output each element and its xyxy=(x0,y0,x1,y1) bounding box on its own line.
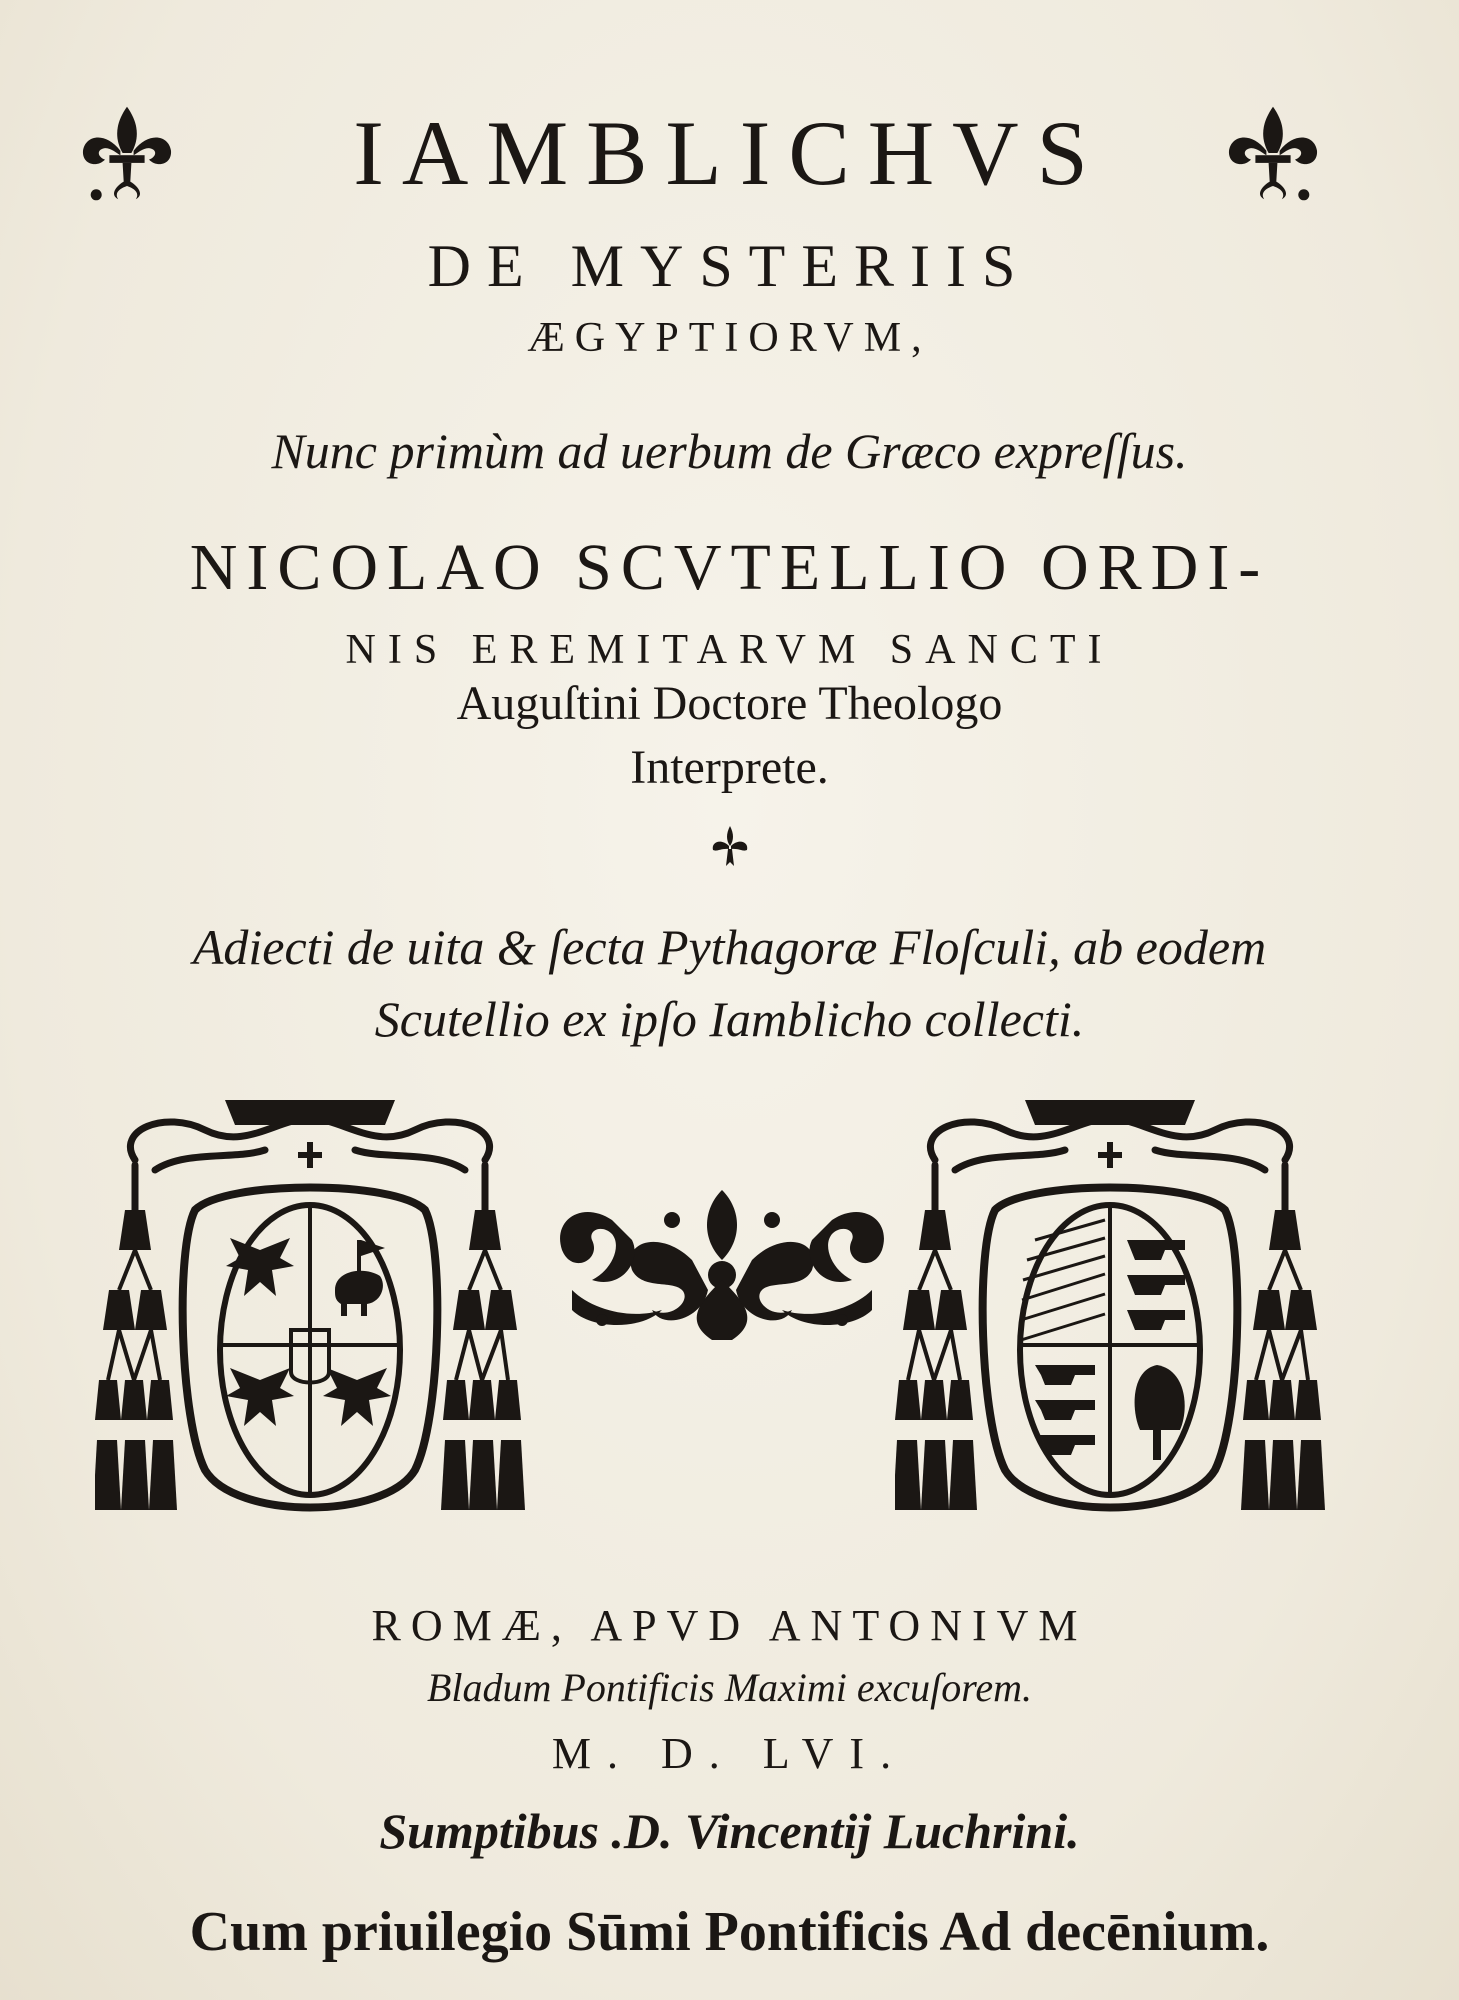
coat-of-arms-right xyxy=(895,1090,1325,1540)
author-line-3: Auguſtini Doctore Theologo xyxy=(456,677,1003,730)
book-title: IAMBLICHVS xyxy=(353,102,1106,204)
author-line-2: NIS EREMITARVM SANCTI xyxy=(345,627,1114,673)
floral-ornament-center xyxy=(552,1180,892,1350)
translation-note: Nunc primùm ad uerbum de Græco expreſſus. xyxy=(271,423,1188,479)
coat-of-arms-left xyxy=(95,1090,525,1540)
imprint-year: M. D. LVI. xyxy=(551,1729,908,1778)
subtitle-line-1: DE MYSTERIIS xyxy=(427,233,1032,299)
privilege-line: Cum priuilegio Sūmi Pontificis Ad decēnium. xyxy=(189,1901,1270,1963)
addendum-line-1: Adiecti de uita & ſecta Pythagoræ Floſculi, ab eodem xyxy=(192,919,1267,975)
author-line-4: Interprete. xyxy=(630,741,829,794)
small-fleuron-ornament xyxy=(705,822,755,872)
addendum-line-2: Scutellio ex ipſo Iamblicho collecti. xyxy=(374,991,1085,1047)
imprint-line-2: Bladum Pontificis Maximi excuſorem. xyxy=(426,1665,1033,1710)
subtitle-line-2: ÆGYPTIORVM, xyxy=(527,315,932,361)
author-line-1: NICOLAO SCVTELLIO ORDI- xyxy=(189,531,1270,604)
imprint-line-1: ROMÆ, APVD ANTONIVM xyxy=(371,1601,1088,1650)
sponsor-line: Sumptibus .D. Vincentij Luchrini. xyxy=(379,1803,1080,1859)
